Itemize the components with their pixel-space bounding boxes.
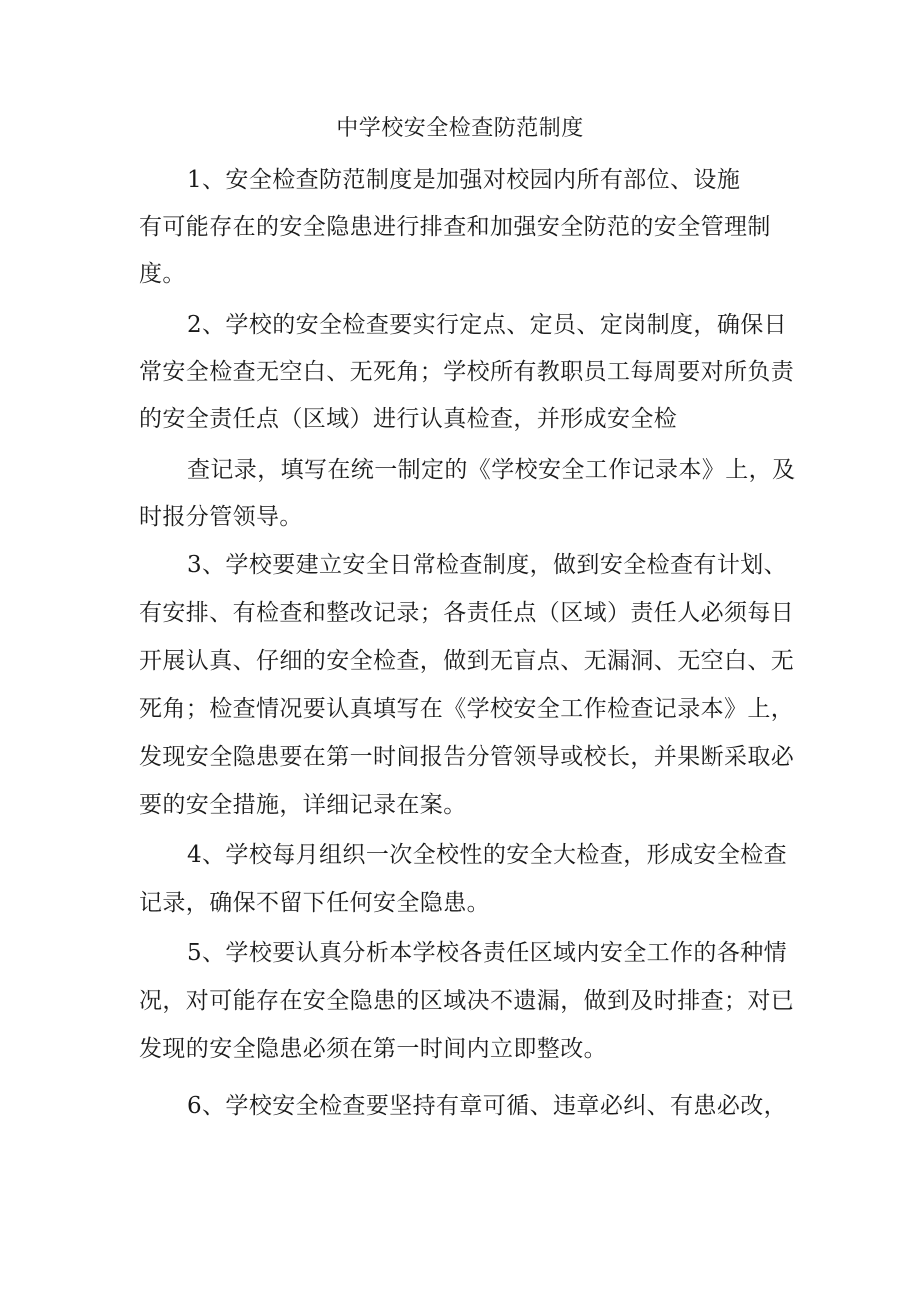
paragraph-2-line-3: 的安全责任点（区域）进行认真检查，并形成安全检 bbox=[139, 406, 678, 432]
paragraph-1-line-2: 有可能存在的安全隐患进行排查和加强安全防范的安全管理制 bbox=[139, 214, 771, 240]
paragraph-5-line-1: 5、学校要认真分析本学校各责任区域内安全工作的各种情 bbox=[187, 940, 788, 966]
paragraph-6-line-1: 6、学校安全检查要坚持有章可循、违章必纠、有患必改， bbox=[187, 1093, 788, 1119]
paragraph-4-line-2: 记录，确保不留下任何安全隐患。 bbox=[139, 890, 490, 916]
paragraph-1-line-3: 度。 bbox=[139, 261, 186, 287]
paragraph-2b-line-2: 时报分管领导。 bbox=[139, 504, 303, 530]
paragraph-2b-line-1: 查记录，填写在统一制定的《学校安全工作记录本》上，及 bbox=[187, 457, 796, 483]
paragraph-5-line-3: 发现的安全隐患必须在第一时间内立即整改。 bbox=[139, 1036, 607, 1062]
paragraph-2-line-2: 常安全检查无空白、无死角；学校所有教职员工每周要对所负责 bbox=[139, 359, 795, 385]
paragraph-1-line-1: 1、安全检查防范制度是加强对校园内所有部位、设施 bbox=[187, 167, 741, 193]
paragraph-5-line-2: 况，对可能存在安全隐患的区域决不遗漏，做到及时排查；对已 bbox=[139, 988, 795, 1014]
paragraph-3-line-6: 要的安全措施，详细记录在案。 bbox=[139, 792, 467, 818]
paragraph-3-line-4: 死角；检查情况要认真填写在《学校安全工作检查记录本》上， bbox=[139, 696, 795, 722]
paragraph-3-line-2: 有安排、有检查和整改记录；各责任点（区域）责任人必须每日 bbox=[139, 600, 795, 626]
paragraph-4-line-1: 4、学校每月组织一次全校性的安全大检查，形成安全检查 bbox=[187, 842, 788, 868]
paragraph-2-line-1: 2、学校的安全检查要实行定点、定员、定岗制度，确保日 bbox=[187, 312, 788, 338]
paragraph-3-line-5: 发现安全隐患要在第一时间报告分管领导或校长，并果断采取必 bbox=[139, 744, 795, 770]
document-title: 中学校安全检查防范制度 bbox=[336, 116, 584, 141]
paragraph-3-line-1: 3、学校要建立安全日常检查制度，做到安全检查有计划、 bbox=[187, 552, 788, 578]
paragraph-3-line-3: 开展认真、仔细的安全检查，做到无盲点、无漏洞、无空白、无 bbox=[139, 648, 795, 674]
